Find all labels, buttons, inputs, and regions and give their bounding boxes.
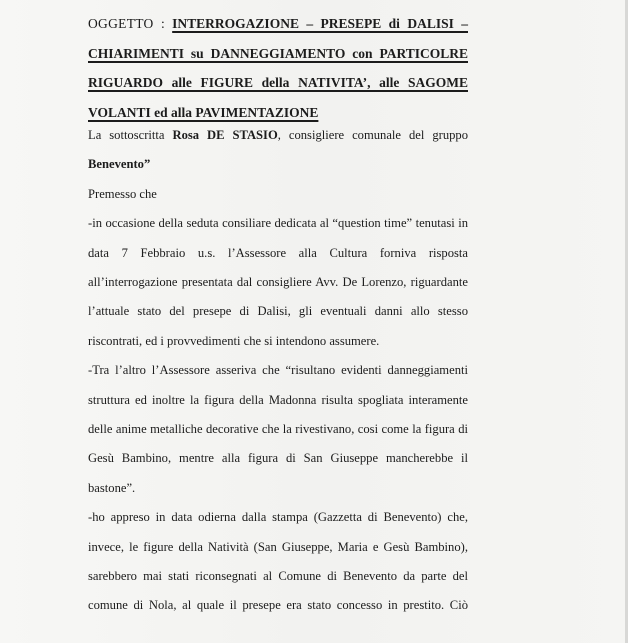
- group-name-part2: Benevento”: [88, 157, 151, 172]
- body-line: comune di Nola, al quale il presepe era stato concesso in prestito. Ciò: [88, 598, 468, 613]
- body-line: Gesù Bambino, mentre alla figura di San Giuseppe mancherebbe il: [88, 451, 468, 466]
- body-line: all’interrogazione presentata dal consigliere Avv. De Lorenzo, riguardante: [88, 274, 468, 289]
- intro-prefix: La sottoscritta: [88, 128, 173, 142]
- document-body: [88, 121, 468, 621]
- body-line: invece, le figure della Natività (San Giuseppe, Maria e Gesù Bambino),: [88, 539, 468, 554]
- body-line: delle anime metalliche decorative che la rivestivano, cosi come la figura di: [88, 421, 468, 436]
- body-line: riscontrati, ed i provvedimenti che si intendono assumere.: [88, 333, 380, 348]
- body-line: -in occasione della seduta consiliare dedicata al “question time” tenutasi in: [88, 216, 468, 231]
- signer-name: Rosa DE STASIO: [172, 128, 278, 142]
- intro-line-1: [88, 121, 468, 150]
- subject-line-4: VOLANTI ed alla PAVIMENTAZIONE: [88, 104, 319, 120]
- intro-line-2: [88, 150, 468, 179]
- subject-line-3: RIGUARDO alle FIGURE della NATIVITA’, alle SAGOME: [88, 75, 468, 90]
- body-line: data 7 Febbraio u.s. l’Assessore alla Cultura forniva risposta: [88, 245, 468, 260]
- body-line: -ho appreso in data odierna dalla stampa (Gazzetta di Benevento) che,: [88, 510, 468, 525]
- body-line: l’attuale stato del presepe di Dalisi, gli eventuali danni allo stesso: [88, 304, 468, 319]
- body-line: bastone”.: [88, 480, 136, 495]
- subject-text-1: INTERROGAZIONE – PRESEPE di DALISI –: [172, 16, 468, 31]
- intro-middle: , consigliere comunale del gruppo: [277, 128, 468, 142]
- body-line: sarebbero mai stati riconsegnati al Comune di Benevento da parte del: [88, 568, 468, 583]
- body-line: -Tra l’altro l’Assessore asseriva che “risultano evidenti danneggiamenti: [88, 363, 468, 378]
- subject-heading: [88, 9, 468, 127]
- premesso-line: Premesso che: [88, 186, 157, 201]
- subject-line-2: CHIARIMENTI su DANNEGGIAMENTO con PARTICOLRE: [88, 45, 468, 61]
- subject-label: OGGETTO: [88, 16, 154, 31]
- subject-line-1: [88, 9, 468, 39]
- subject-separator: :: [161, 16, 165, 31]
- body-line: struttura ed inoltre la figura della Madonna risulta spogliata interamente: [88, 392, 468, 407]
